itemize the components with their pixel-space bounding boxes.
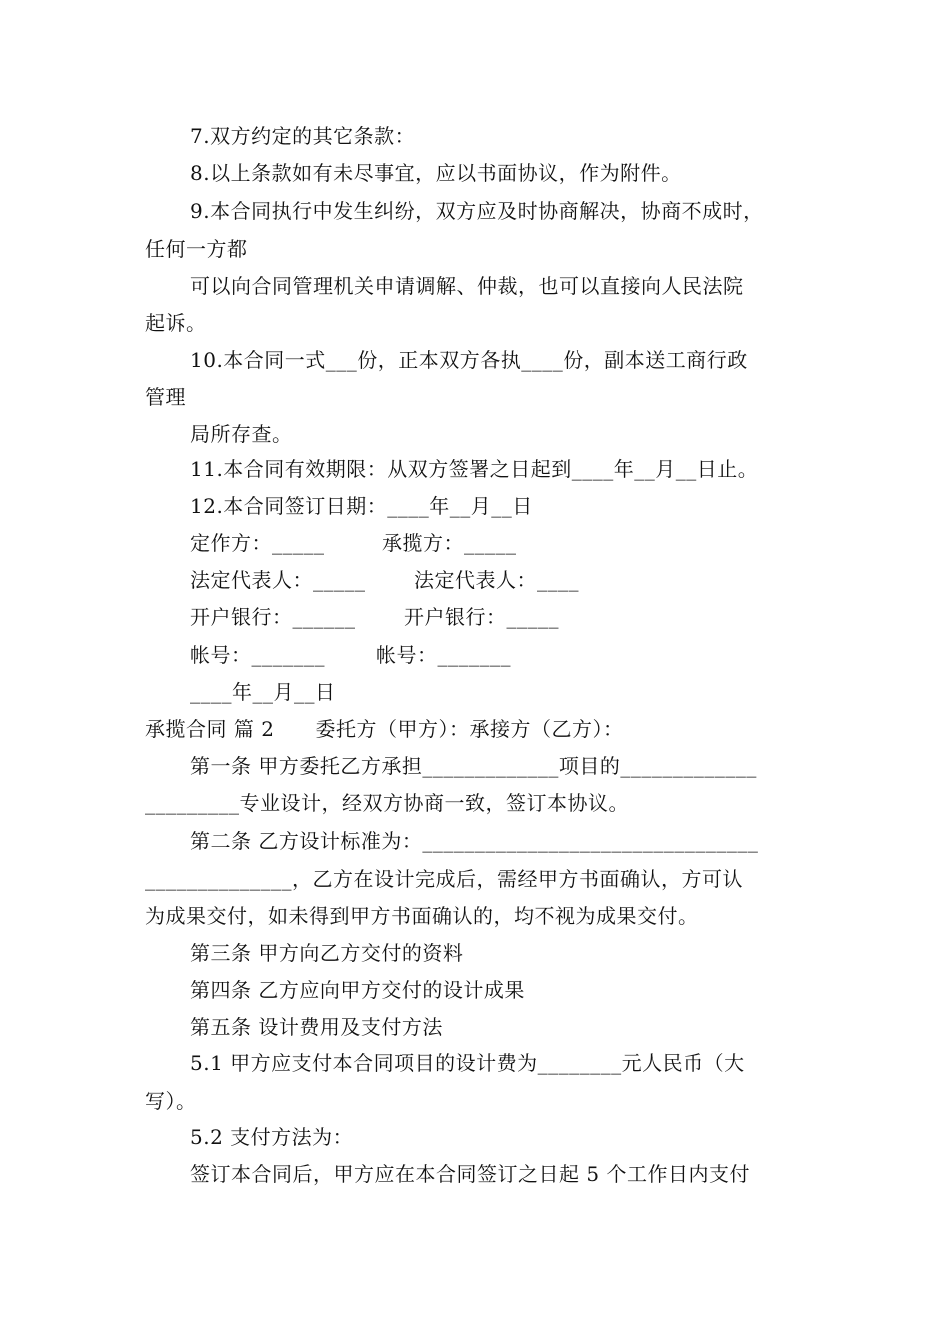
article-3: 第三条 甲方向乙方交付的资料 bbox=[190, 941, 464, 965]
clause-10-line2: 管理 bbox=[145, 385, 186, 409]
clause-9-line2: 任何一方都 bbox=[145, 237, 248, 261]
article-1-line1: 第一条 甲方委托乙方承担_____________项目的_____________ bbox=[190, 754, 757, 778]
clause-7: 7.双方约定的其它条款： bbox=[190, 124, 416, 148]
clause-8: 8.以上条款如有未尽事宜，应以书面协议，作为附件。 bbox=[190, 161, 682, 185]
article-2-line1: 第二条 乙方设计标准为：________________________________ bbox=[190, 829, 759, 853]
article-5: 第五条 设计费用及支付方法 bbox=[190, 1015, 443, 1039]
signature-date: ____年__月__日 bbox=[190, 680, 336, 704]
section-heading-2: 承揽合同 篇 2 委托方（甲方）：承接方（乙方）： bbox=[145, 717, 624, 741]
bank-b: 开户银行：_____ bbox=[404, 605, 559, 629]
clause-11: 11.本合同有效期限：从双方签署之日起到____年__月__日止。 bbox=[190, 457, 759, 481]
clause-9-line3: 可以向合同管理机关申请调解、仲裁，也可以直接向人民法院 bbox=[190, 274, 744, 298]
clause-10-line1: 10.本合同一式___份，正本双方各执____份，副本送工商行政 bbox=[190, 348, 748, 372]
article-2-line3: 为成果交付，如未得到甲方书面确认的，均不视为成果交付。 bbox=[145, 904, 699, 928]
legal-rep-b: 法定代表人：____ bbox=[414, 568, 579, 592]
article-5-2: 5.2 支付方法为： bbox=[190, 1125, 354, 1149]
legal-rep-a: 法定代表人：_____ bbox=[190, 568, 366, 592]
article-4: 第四条 乙方应向甲方交付的设计成果 bbox=[190, 978, 525, 1002]
clause-9-line1: 9.本合同执行中发生纠纷，双方应及时协商解决，协商不成时， bbox=[190, 199, 764, 223]
account-a: 帐号：_______ bbox=[190, 643, 325, 667]
article-1-line2: _________专业设计，经双方协商一致，签订本协议。 bbox=[145, 791, 629, 815]
account-b: 帐号：_______ bbox=[376, 643, 511, 667]
article-5-1-line2: 写）。 bbox=[145, 1089, 197, 1113]
contractor-party-label: 定作方：_____ bbox=[190, 531, 325, 555]
payment-terms-line1: 签订本合同后，甲方应在本合同签订之日起 5 个工作日内支付 bbox=[190, 1162, 750, 1186]
article-5-1-line1: 5.1 甲方应支付本合同项目的设计费为________元人民币（大 bbox=[190, 1051, 745, 1075]
clause-10-line3: 局所存查。 bbox=[190, 422, 293, 446]
clause-9-line4: 起诉。 bbox=[145, 311, 207, 335]
undertaker-party-label: 承揽方：_____ bbox=[382, 531, 517, 555]
article-2-line2: ______________，乙方在设计完成后，需经甲方书面确认，方可认 bbox=[145, 867, 743, 891]
bank-a: 开户银行：______ bbox=[190, 605, 356, 629]
clause-12: 12.本合同签订日期：____年__月__日 bbox=[190, 494, 533, 518]
